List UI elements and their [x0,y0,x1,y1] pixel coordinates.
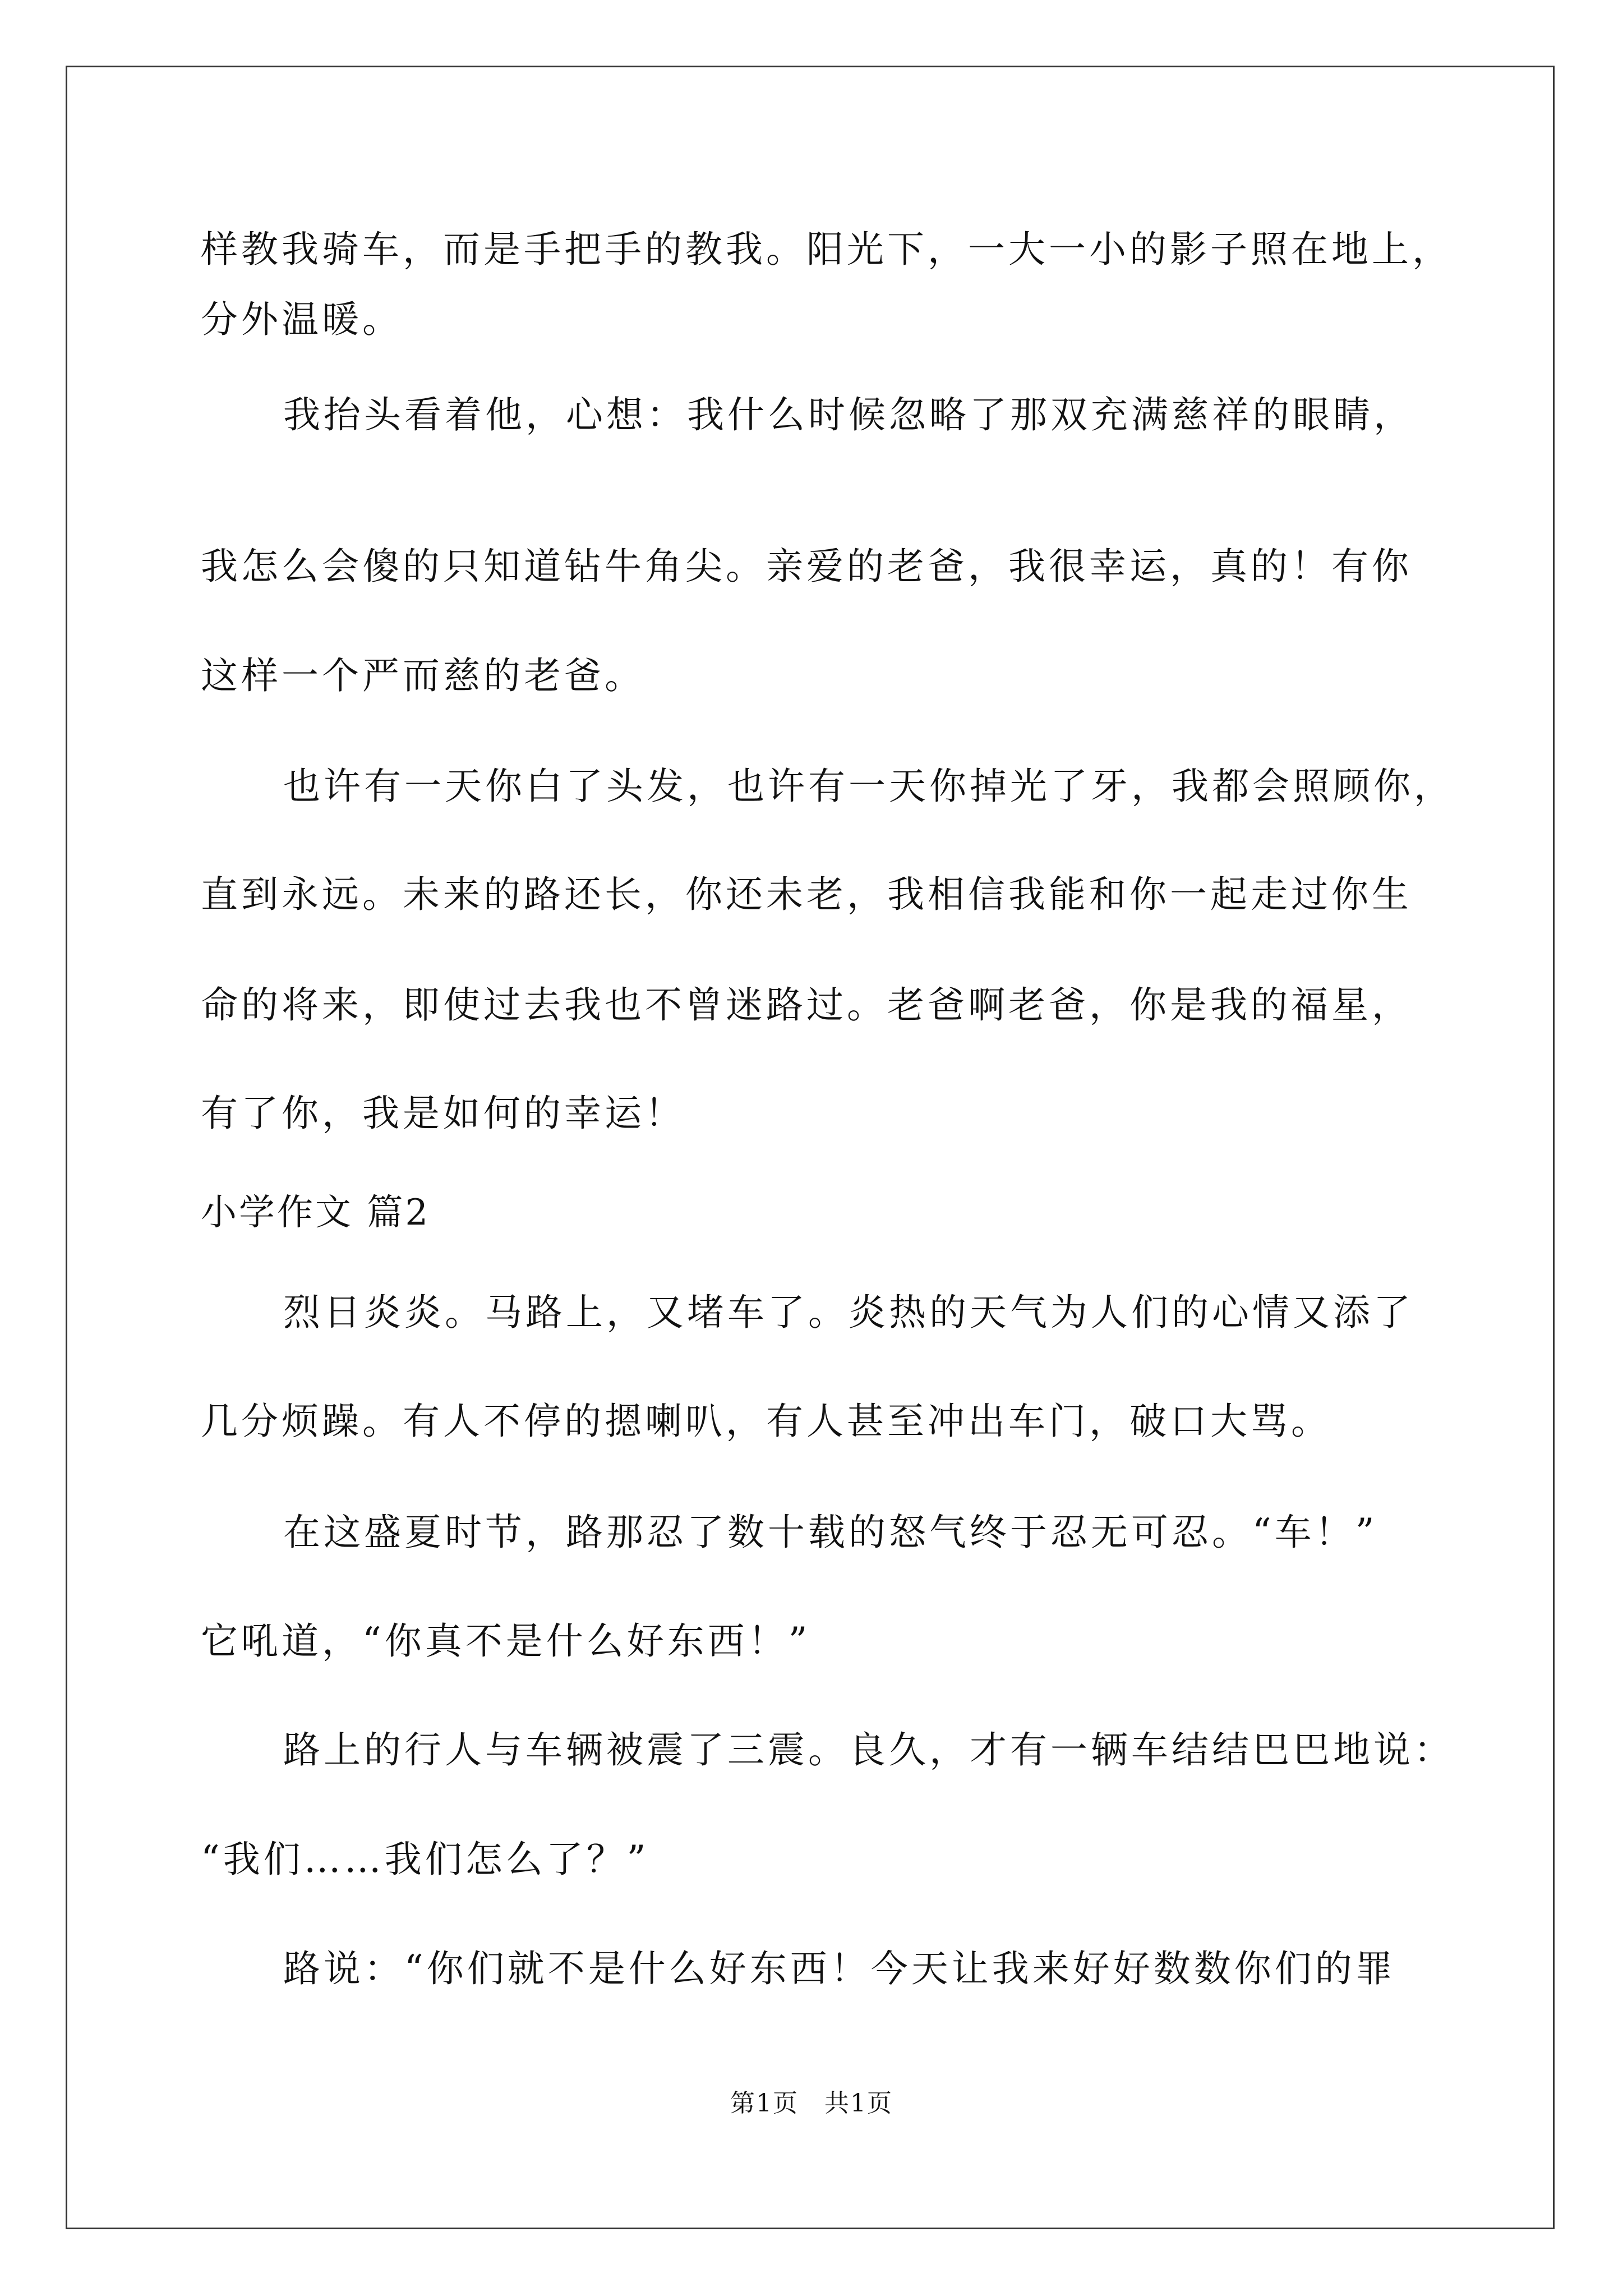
page-border [66,66,1555,2229]
text-line: 有了你，我是如何的幸运！ [201,1092,685,1135]
paragraph-start-line: 路说：“你们就不是什么好东西！今天让我来好好数数你们的罪 [283,1947,1396,1990]
text-line: 分外温暖。 [201,298,403,341]
paragraph-start-line: 烈日炎炎。马路上，又堵车了。炎热的天气为人们的心情又添了 [283,1291,1414,1334]
page-footer: 第1页 共1页 [730,2089,893,2118]
text-line: 这样一个严而慈的老爸。 [201,654,645,697]
text-line: 命的将来，即使过去我也不曾迷路过。老爸啊老爸，你是我的福星， [201,983,1412,1027]
text-line: 它吼道，“你真不是什么好东西！” [201,1619,811,1663]
text-line: 样教我骑车，而是手把手的教我。阳光下，一大一小的影子照在地上， [201,228,1453,271]
text-line: 我怎么会傻的只知道钻牛角尖。亲爱的老爸，我很幸运，真的！有你 [201,545,1412,588]
paragraph-start-line: 也许有一天你白了头发，也许有一天你掉光了牙，我都会照顾你， [283,765,1454,808]
text-line: 直到永远。未来的路还长，你还未老，我相信我能和你一起走过你生 [201,873,1412,916]
text-line: 几分烦躁。有人不停的摁喇叭，有人甚至冲出车门，破口大骂。 [201,1400,1331,1443]
section-heading: 小学作文 篇2 [201,1192,431,1234]
text-line: “我们……我们怎么了？” [201,1838,649,1881]
paragraph-start-line: 在这盛夏时节，路那忍了数十载的怒气终于忍无可忍。“车！” [283,1511,1378,1554]
paragraph-start-line: 路上的行人与车辆被震了三震。良久，才有一辆车结结巴巴地说： [283,1728,1454,1772]
paragraph-start-line: 我抬头看着他，心想：我什么时候忽略了那双充满慈祥的眼睛， [283,393,1414,436]
